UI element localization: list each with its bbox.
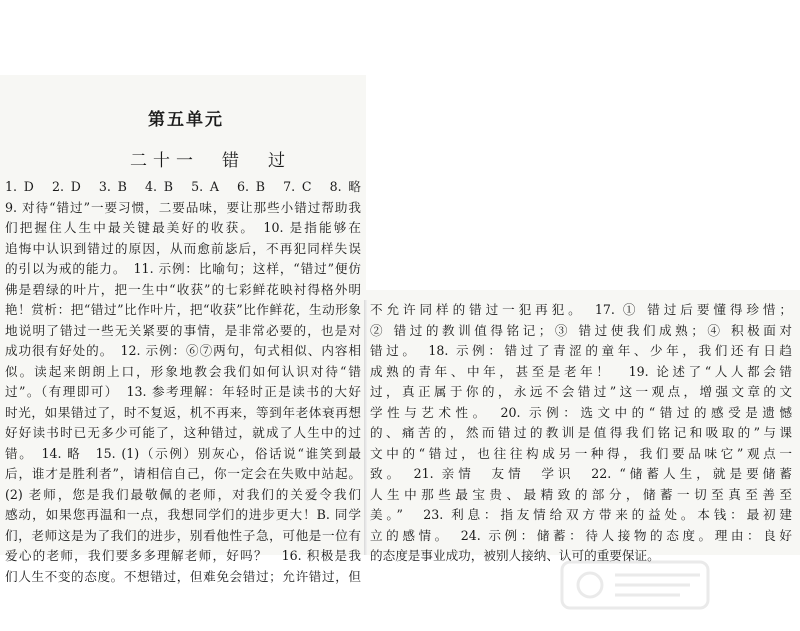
answer-line: 后，谁才是胜利者”，请相信自己，你一定会在失败中站起。 bbox=[5, 466, 361, 481]
answer-line: 地说明了错过一些无关紧要的事情，是非常必要的，也是对 bbox=[5, 322, 361, 338]
answer-line: 们把握住人生中最关键最美好的收获。 10. 是指能够在 bbox=[5, 220, 361, 235]
answer-line: 感动，如果您再温和一点，我想同学们的进步更大！B. 同学 bbox=[5, 507, 361, 522]
answer-line: 们，老师这是为了我们的进步，别看他性子急，可他是一位有 bbox=[5, 527, 361, 543]
answer-line: 9. 对待“错过”一要习惯，二要品味，要让那些小错过帮助我 bbox=[5, 199, 361, 215]
answer-line: 不允许同样的错过一犯再犯。 17. ① 错过后要懂得珍惜； bbox=[370, 302, 792, 317]
answer-line: 佛是碧绿的叶片，把一生中“收获”的七彩鲜花映衬得格外明 bbox=[5, 281, 361, 297]
answer-line: 时光，如果错过了，时不复返，机不再来，等到年老体衰再想 bbox=[5, 404, 361, 420]
answer-line: 错。 14. 略 15. (1)（示例）别灰心，俗话说“谁笑到最 bbox=[5, 445, 361, 461]
answer-line: 艳！赏析：把“错过”比作叶片，把“收获”比作鲜花，生动形象 bbox=[5, 302, 361, 317]
answer-line: 似。读起来朗朗上口，形象地教会我们如何认识对待“错 bbox=[5, 363, 361, 379]
answer-line: 的、痛苦的，然而错过的教训是值得我们铭记和吸取的”与课 bbox=[370, 425, 792, 440]
answer-line: 美。” 23. 利息：指友情给双方带来的益处。本钱：最初建 bbox=[370, 507, 792, 522]
page-fold bbox=[364, 300, 367, 555]
answer-column-left bbox=[5, 177, 361, 587]
answer-column-right bbox=[370, 300, 792, 567]
answer-line: 爱心的老师，我们要多多理解老师，好吗？ 16. 积极是我 bbox=[5, 548, 361, 563]
answer-line: 学性与艺术性。 20. 示例：选文中的“错过的感受是遗憾 bbox=[370, 404, 792, 420]
answer-line: ② 错过的教训值得铭记；③ 错过使我们成熟；④ 积极面对 bbox=[370, 322, 792, 338]
answer-line: 错过。 18. 示例：错过了青涩的童年、少年，我们还有日趋 bbox=[370, 343, 792, 358]
answer-line: 好好读书时已无多少可能了，这种错过，就成了人生中的过 bbox=[5, 425, 361, 440]
answer-line: 文中的“错过，也往往构成另一种得，我们要品味它”观点一 bbox=[370, 445, 792, 461]
answer-line: 们人生不变的态度。不想错过，但难免会错过；允许错过，但 bbox=[5, 568, 361, 584]
unit-title: 第五单元 bbox=[148, 110, 224, 130]
answer-line: 的引以为戒的能力。 11. 示例：比喻句；这样，“错过”便仿 bbox=[5, 261, 361, 276]
answer-line: 的态度是事业成功，被别人接纳、认可的重要保证。 bbox=[370, 548, 660, 563]
watermark-stamp-icon bbox=[560, 560, 710, 610]
answer-line: 致。 21. 亲情 友情 学识 22. “储蓄人生，就是要储蓄 bbox=[370, 466, 792, 481]
answer-line: 过”。（有理即可） 13. 参考理解：年轻时正是读书的大好 bbox=[5, 384, 361, 399]
lesson-title: 二十一 错 过 bbox=[130, 151, 291, 171]
answer-line: 1. D 2. D 3. B 4. B 5. A 6. B 7. C 8. 略 bbox=[5, 179, 361, 194]
answer-line: (2) 老师，您是我们最敬佩的老师，对我们的关爱令我们 bbox=[5, 486, 361, 502]
answer-line: 立的感情。 24. 示例：储蓄：待人接物的态度。理由：良好 bbox=[370, 527, 792, 543]
answer-line: 过，真正属于你的，永远不会错过”这一观点，增强文章的文 bbox=[370, 384, 792, 399]
answer-line: 成功很有好处的。 12. 示例：⑥⑦两句，句式相似、内容相 bbox=[5, 343, 361, 358]
answer-line: 追悔中认识到错过的原因，从而愈前毖后，不再犯同样失误 bbox=[5, 240, 361, 256]
answer-line: 成熟的青年、中年，甚至是老年！ 19. 论述了“人人都会错 bbox=[370, 363, 792, 379]
answer-line: 人生中那些最宝贵、最精致的部分，储蓄一切至真至善至 bbox=[370, 486, 792, 502]
